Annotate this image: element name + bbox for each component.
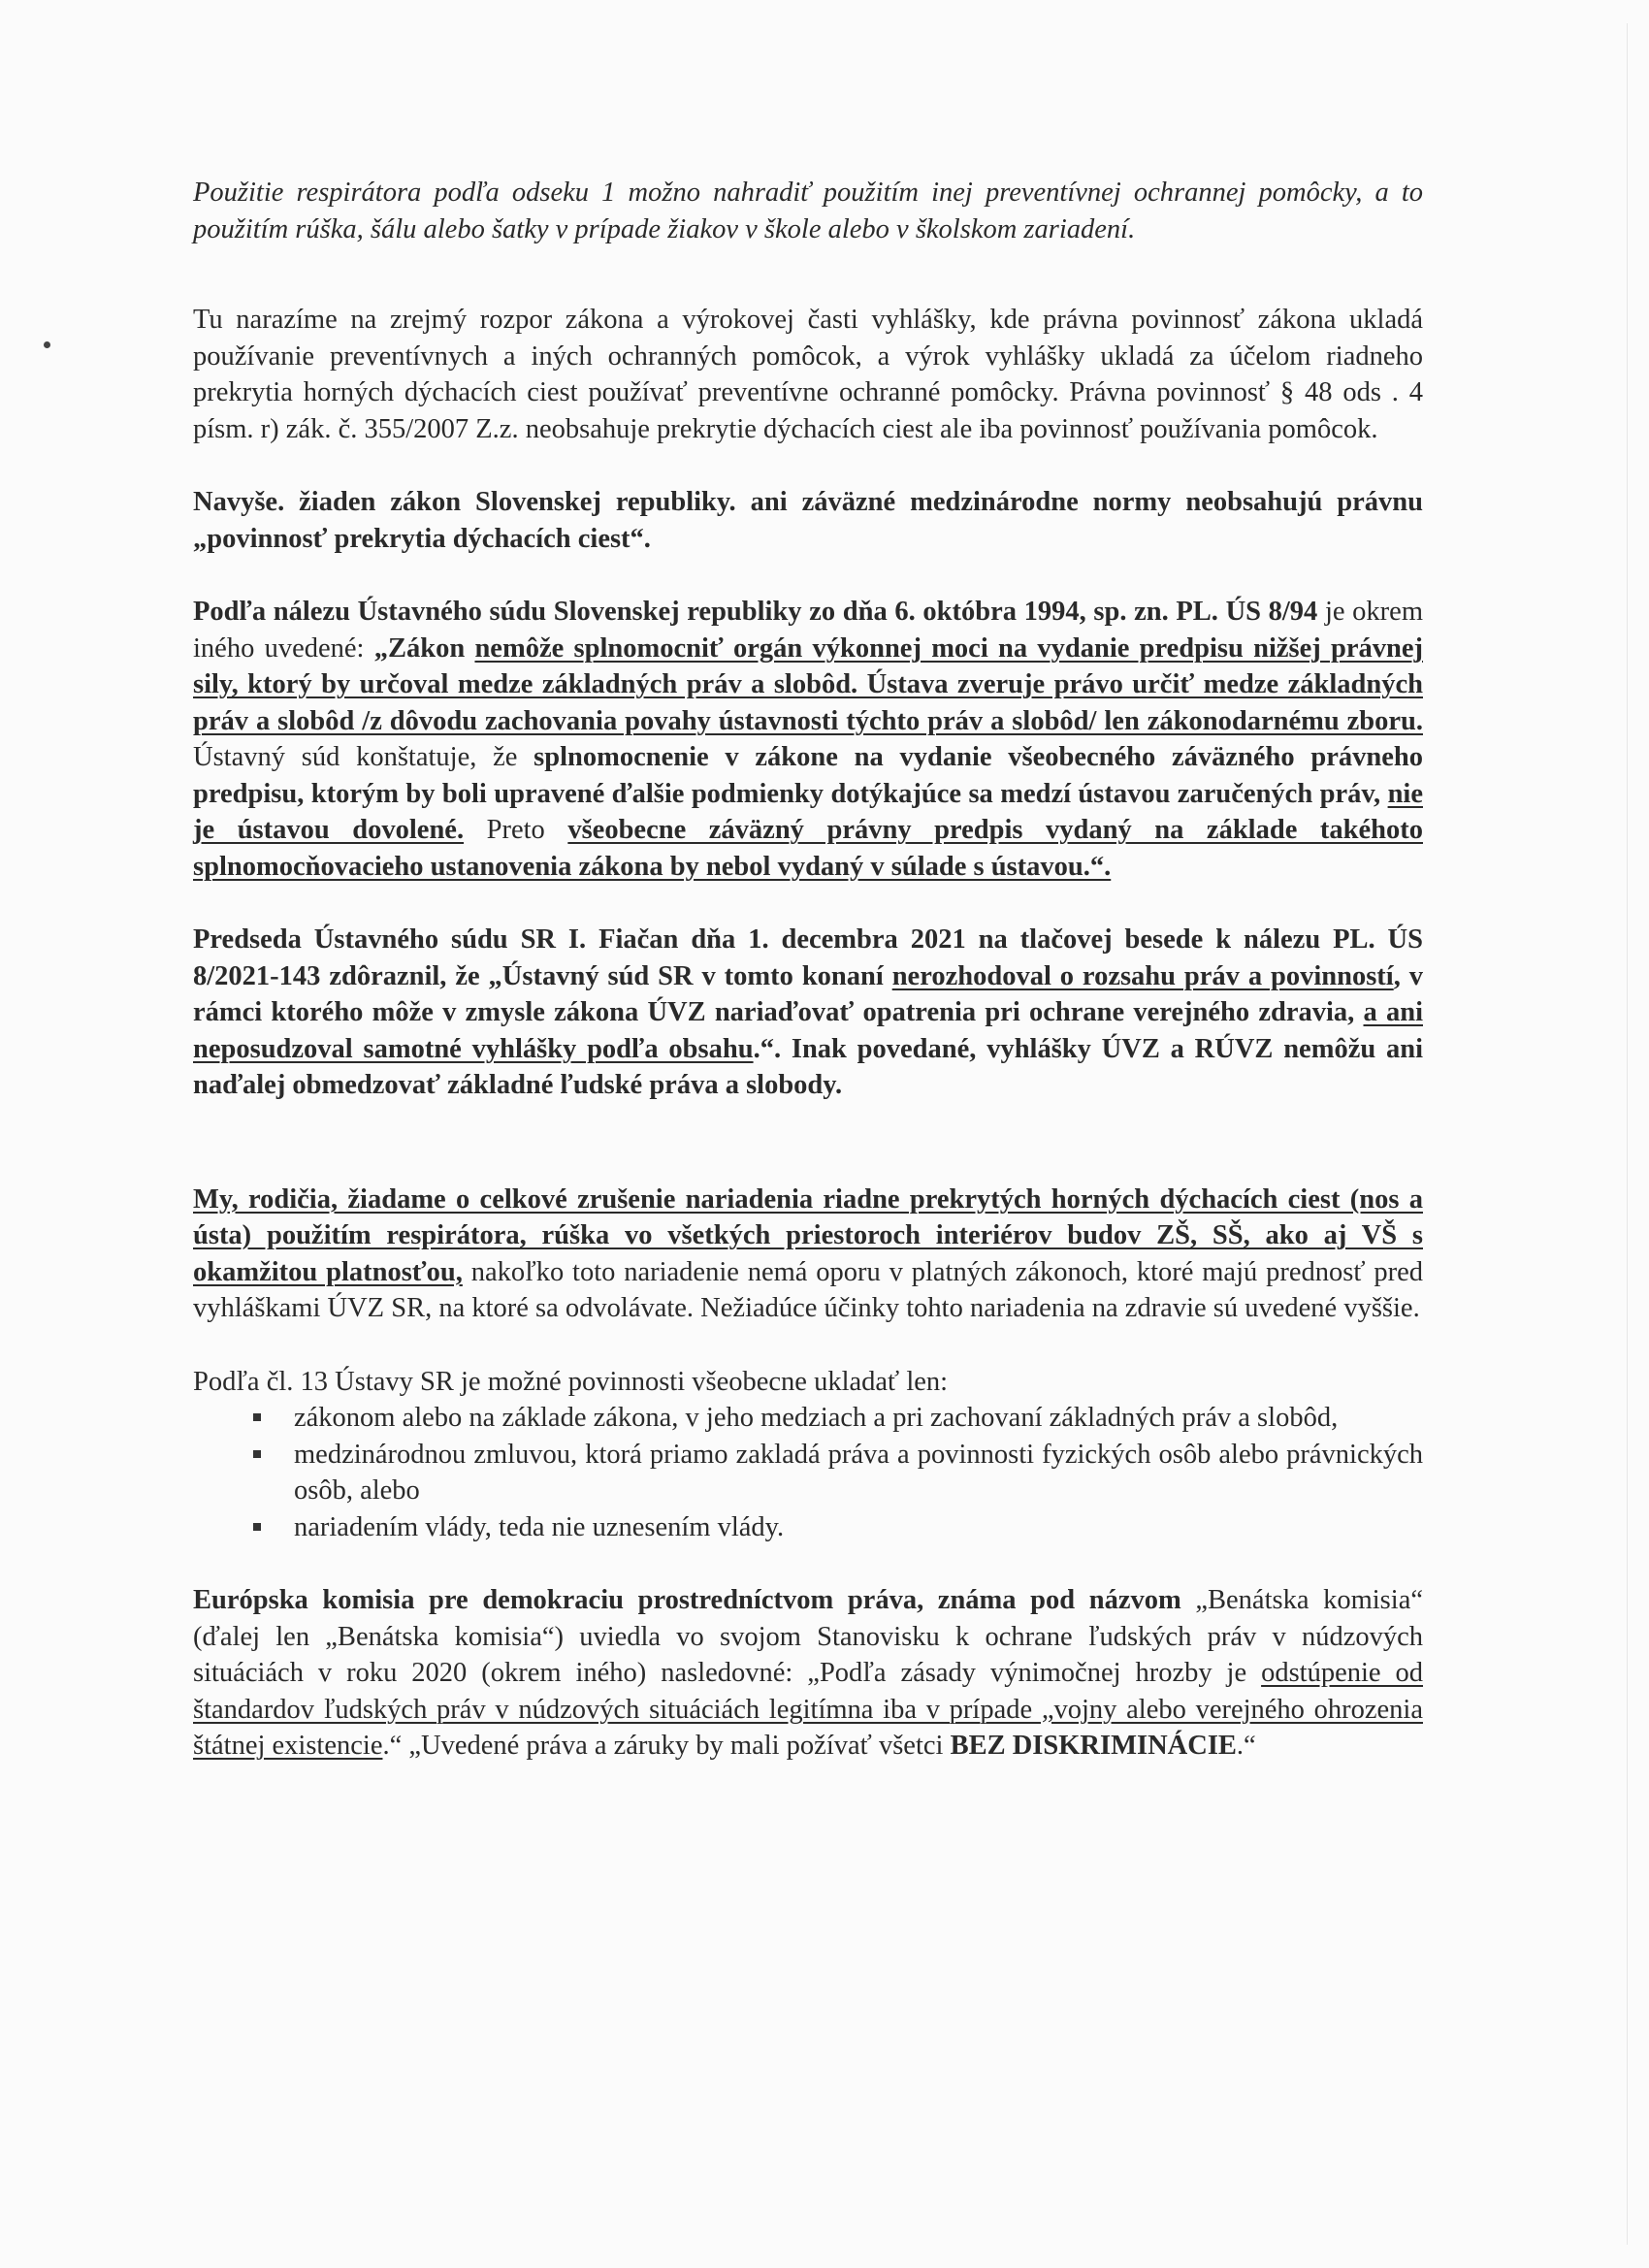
text-bold-underlined: nerozhodoval o rozsahu práv a povinností (891, 960, 1394, 991)
paragraph-contradiction: Tu narazíme na zrejmý rozpor zákona a výrokovej časti vyhlášky, kde právna povinnosť zákona ukladá používanie preventívnych a iných ochranných pomôcok, a výrok vyhlášky ukladá za účelom riadneho prekrytia horných dýchacích ciest používať preventívne ochranné pomôcky. Právna povinnosť § 48 ods . 4 písm. r) zák. č. 355/2007 Z.z. neobsahuje prekrytie dýchacích ciest ale iba povinnosť používania pomôcok. (193, 305, 1423, 444)
square-bullet-icon (253, 1450, 261, 1458)
paragraph-quote-respirator: Použitie respirátora podľa odseku 1 možno nahradiť použitím inej preventívnej ochrannej pomôcky, a to použitím rúška, šálu alebo šatky v prípade žiakov v škole alebo v školskom zariadení. (193, 178, 1423, 244)
text-bold: BEZ DISKRIMINÁCIE (950, 1731, 1237, 1761)
paragraph-article-13-intro: Podľa čl. 13 Ústavy SR je možné povinnosti všeobecne ukladať len: (193, 1366, 949, 1397)
document-body (193, 175, 1423, 1801)
text-plain: Preto (464, 815, 568, 845)
paragraph-constitutional-court-1994 (193, 594, 1423, 885)
text-bold-underlined: My, rodičia, žiadame o celkové zrušenie nariadenia riadne prekrytých horných dýchacích ciest (nos a ústa) použitím respirátora, rúška vo všetkých priestoroch interiérov budov ZŠ, SŠ, ako aj VŠ s okamžitou platnosťou, (193, 1183, 1423, 1287)
text-bold-underlined: nie je ústavou dovolené. (193, 778, 1423, 845)
list-item-text: zákonom alebo na základe zákona, v jeho medziach a pri zachovaní základných práv a slobôd, (294, 1403, 1339, 1433)
list-item-text: nariadením vlády, teda nie uznesením vlády. (294, 1511, 785, 1542)
text-plain: „Benátska komisia“ (ďalej len „Benátska komisia“) uviedla vo svojom Stanovisku k ochrane ľudských práv v núdzových situáciách v roku 2020 (okrem iného) nasledovné: „Podľa zásady výnimočnej hrozby je (193, 1585, 1423, 1688)
text-bold: Podľa nálezu Ústavného súdu Slovenskej republiky zo dňa 6. októbra 1994, sp. zn. PL. ÚS 8/94 (193, 597, 1318, 627)
text-plain: .“ (1236, 1731, 1256, 1761)
text-plain: .“ „Uvedené práva a záruky by mali požívať všetci (382, 1731, 951, 1761)
text-bold: .“. Inak povedané, vyhlášky ÚVZ a RÚVZ nemôžu ani naďalej obmedzovať základné ľudské práva a slobody. (193, 1033, 1423, 1100)
scan-dot (44, 341, 50, 348)
text-plain: Ústavný súd konštatuje, že (193, 742, 534, 772)
square-bullet-icon (253, 1523, 261, 1531)
text-bold-underlined: a ani neposudzoval samotné vyhlášky podľa obsahu (193, 997, 1423, 1064)
list-item (193, 1400, 1423, 1437)
text-bold-underlined: nemôže splnomocniť orgán výkonnej moci na vydanie predpisu nižšej právnej sily, ktorý by určoval medze základných práv a slobôd. Ústava zveruje právo určiť medze základných práv a slobôd /z dôvodu zachovania povahy ústavnosti týchto práv a slobôd/ len zákonodarnému zboru. (193, 632, 1424, 736)
text-bold: „Zákon (373, 632, 475, 664)
list-item (193, 1437, 1423, 1509)
paragraph-venice-commission (193, 1582, 1423, 1765)
text-bold: Predseda Ústavného súdu SR I. Fiačan dňa 1. decembra 2021 na tlačovej besede k nálezu PL. ÚS 8/2021-143 zdôraznil, že „Ústavný súd SR v tomto konaní (193, 924, 1423, 991)
text-underlined: odstúpenie od štandardov ľudských práv v núdzových situáciách legitímna iba v prípade „vojny alebo verejného ohrozenia štátnej existencie (193, 1658, 1424, 1761)
scan-edge (1627, 23, 1628, 2245)
text-bold: Európska komisia pre demokraciu prostredníctvom práva, známa pod názvom (193, 1585, 1181, 1615)
text-plain: nakoľko toto nariadenie nemá oporu v platných zákonoch, ktoré majú prednosť pred vyhláškami ÚVZ SR, na ktoré sa odvolávate. Nežiadúce účinky tohto nariadenia na zdravie sú uvedené vyššie. (193, 1256, 1423, 1323)
paragraph-court-president-2021 (193, 922, 1423, 1104)
list-item-text: medzinárodnou zmluvou, ktorá priamo zakladá práva a povinnosti fyzických osôb alebo právnických osôb, alebo (294, 1439, 1423, 1506)
text-plain: je okrem iného uvedené: (193, 597, 1423, 664)
article-13-list (193, 1400, 1423, 1545)
text-bold-underlined: všeobecne záväzný právny predpis vydaný na základe takéhoto splnomocňovacieho ustanovenia zákona by nebol vydaný v súlade s ústavou.“. (193, 815, 1423, 882)
paragraph-parents-request (193, 1182, 1423, 1327)
text-bold: splnomocnenie v zákone na vydanie všeobecného záväzného právneho predpisu, ktorým by boli upravené ďalšie podmienky dotýkajúce sa medzí ústavou zaručených práv, (193, 742, 1423, 809)
list-item (193, 1509, 1423, 1546)
text-bold: , v rámci ktorého môže v zmysle zákona ÚVZ nariaďovať opatrenia pri ochrane verejného zdravia, (193, 960, 1424, 1027)
square-bullet-icon (253, 1413, 261, 1421)
paragraph-no-law: Navyše. žiaden zákon Slovenskej republiky. ani záväzné medzinárodne normy neobsahujú právnu „povinnosť prekrytia dýchacích ciest“. (193, 487, 1423, 554)
